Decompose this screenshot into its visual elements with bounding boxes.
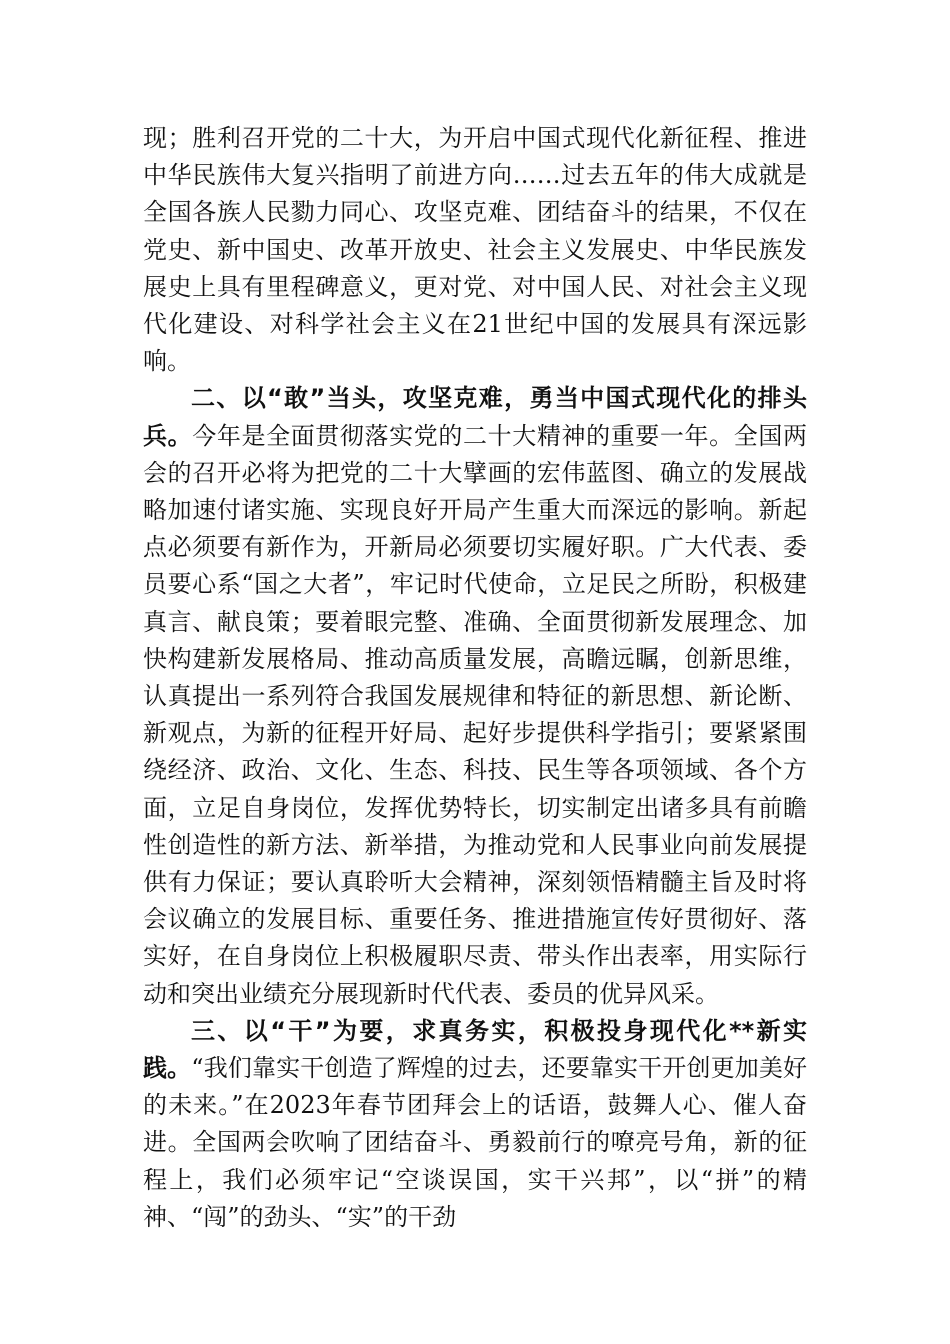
section-3-heading: 三、以“干”为要，求真务实，积极投身现代化**新实践。	[143, 1016, 807, 1083]
section-2-body: 今年是全面贯彻落实党的二十大精神的重要一年。全国两会的召开必将为把党的二十大擘画的宏伟蓝图、确立的发展战略加速付诸实施、实现良好开局产生重大而深远的影响。新起点必须要有新作为，开新局必须要切实履好职。广大代表、委员要心系“国之大者”，牢记时代使命，立足民之所盼，积极建真言、献良策；要着眼完整、准确、全面贯彻新发展理念、加快构建新发展格局、推动高质量发展，高瞻远瞩，创新思维，认真提出一系列符合我国发展规律和特征的新思想、新论断、新观点，为新的征程开好局、起好步提供科学指引；要紧紧围绕经济、政治、文化、生态、科技、民生等各项领域、各个方面，立足自身岗位，发挥优势特长，切实制定出诸多具有前瞻性创造性的新方法、新举措，为推动党和人民事业向前发展提供有力保证；要认真聆听大会精神，深刻领悟精髓主旨及时将会议确立的发展目标、重要任务、推进措施宣传好贯彻好、落实好，在自身岗位上积极履职尽责、带头作出表率，用实际行动和突出业绩充分展现新时代代表、委员的优异风采。	[143, 421, 808, 1008]
document-page	[143, 120, 807, 1236]
paragraph-continuation	[143, 120, 807, 380]
section-2-paragraph	[143, 380, 807, 1012]
section-3-body: “我们靠实干创造了辉煌的过去，还要靠实干开创更加美好的未来。”在2023年春节团拜会上的话语，鼓舞人心、催人奋进。全国两会吹响了团结奋斗、勇毅前行的嘹亮号角，新的征程上，我们必须牢记“空谈误国，实干兴邦”，以“拼”的精神、“闯”的劲头、“实”的干劲	[143, 1054, 807, 1231]
section-3-paragraph	[143, 1013, 807, 1236]
paragraph-1-text: 现；胜利召开党的二十大，为开启中国式现代化新征程、推进中华民族伟大复兴指明了前进方向……过去五年的伟大成就是全国各族人民勠力同心、攻坚克难、团结奋斗的结果，不仅在党史、新中国史、改革开放史、社会主义发展史、中华民族发展史上具有里程碑意义，更对党、对中国人民、对社会主义现代化建设、对科学社会主义在21世纪中国的发展具有深远影响。	[143, 124, 807, 376]
section-2-heading: 二、以“敢”当头，攻坚克难，勇当中国式现代化的排头兵。	[143, 384, 807, 450]
